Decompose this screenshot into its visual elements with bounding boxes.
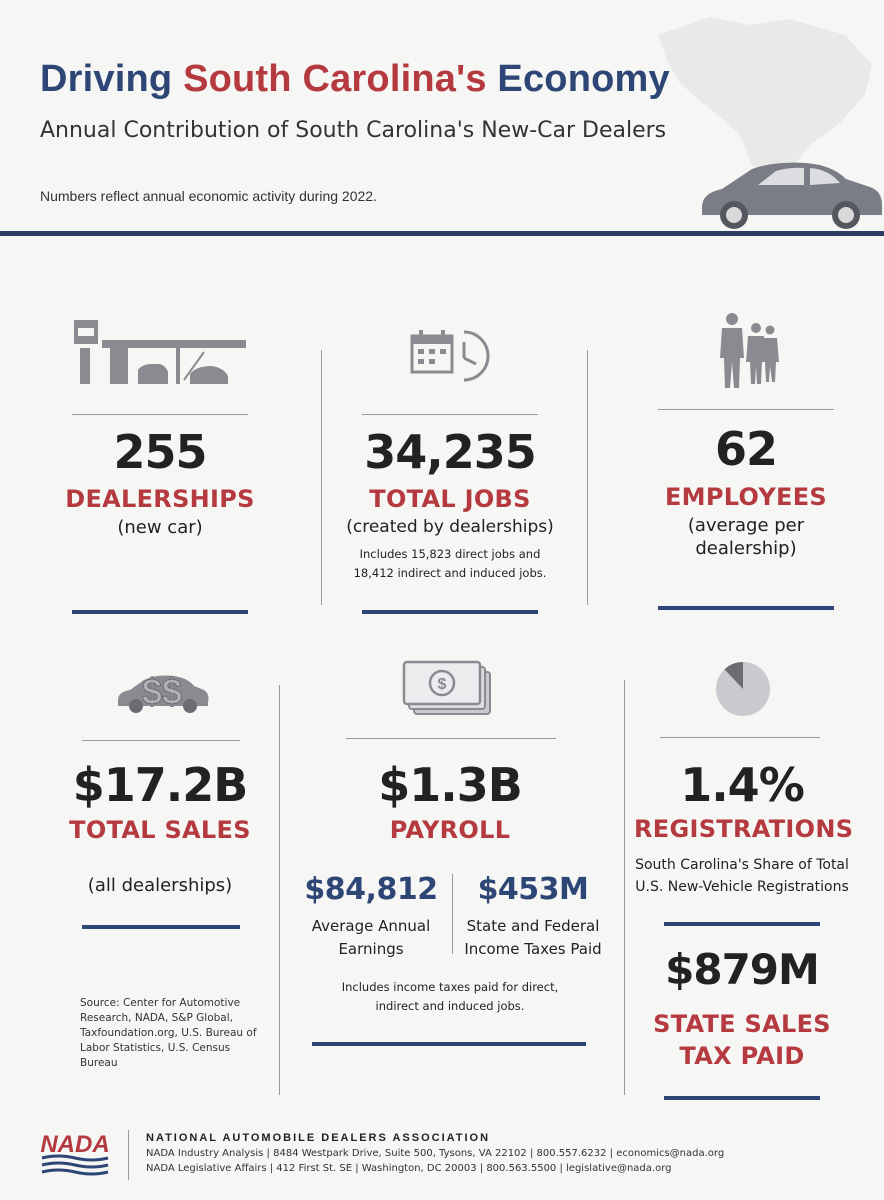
column-divider	[279, 685, 280, 1095]
rule	[658, 606, 834, 610]
column-divider	[587, 350, 588, 605]
divider	[362, 414, 538, 415]
people-icon	[718, 312, 780, 390]
column-divider	[624, 680, 625, 1095]
payroll-divider	[452, 874, 453, 954]
registrations-desc-2: U.S. New-Vehicle Registrations	[635, 879, 849, 895]
source-line: Source: Center for Automotive	[80, 997, 241, 1009]
note-text: Numbers reflect annual economic activity during 2022.	[40, 188, 377, 204]
employees-desc-2: dealership)	[695, 538, 797, 559]
svg-text:$$: $$	[141, 671, 183, 712]
dealerships-desc: (new car)	[117, 517, 203, 538]
page-subtitle: Annual Contribution of South Carolina's New-Car Dealers	[40, 118, 667, 143]
divider	[660, 737, 820, 738]
pie-icon	[714, 660, 772, 718]
source-line: Labor Statistics, U.S. Census Bureau	[80, 1042, 231, 1069]
jobs-value: 34,235	[364, 425, 536, 479]
registrations-desc-1: South Carolina's Share of Total	[635, 857, 849, 873]
car-dollar-icon	[114, 668, 210, 716]
sales-label: TOTAL SALES	[69, 816, 251, 844]
jobs-desc: (created by dealerships)	[346, 517, 554, 537]
jobs-detail-1: Includes 15,823 direct jobs and	[359, 547, 541, 561]
rule	[82, 925, 240, 929]
rule	[72, 610, 248, 614]
rule	[312, 1042, 586, 1046]
rule	[664, 922, 820, 926]
earnings-desc-2: Earnings	[338, 940, 404, 958]
jobs-detail-2: 18,412 indirect and induced jobs.	[353, 566, 547, 580]
payroll-value: $1.3B	[378, 758, 522, 812]
registrations-label: REGISTRATIONS	[634, 815, 854, 843]
rule	[362, 610, 538, 614]
divider	[346, 738, 556, 739]
footer-contact-2: NADA Legislative Affairs | 412 First St. SE | Washington, DC 20003 | 800.563.5500 | legislative@nada.org	[146, 1163, 672, 1174]
sales-desc: (all dealerships)	[87, 875, 233, 896]
source-note	[80, 996, 270, 1071]
footer-org: NATIONAL AUTOMOBILE DEALERS ASSOCIATION	[146, 1132, 491, 1144]
jobs-label: TOTAL JOBS	[369, 485, 531, 513]
column-divider	[321, 350, 322, 605]
source-line: Taxfoundation.org, U.S. Bureau of	[80, 1027, 257, 1039]
dealership-icon	[72, 318, 248, 388]
page-title: Driving South Carolina's Economy	[40, 58, 670, 100]
divider	[72, 414, 248, 415]
header-rule	[0, 231, 884, 236]
earnings-value: $84,812	[304, 872, 438, 907]
dealerships-value: 255	[113, 425, 207, 479]
dealerships-label: DEALERSHIPS	[65, 485, 255, 513]
employees-value: 62	[714, 422, 777, 476]
source-line: Research, NADA, S&P Global,	[80, 1012, 233, 1024]
payroll-note-2: indirect and induced jobs.	[375, 999, 525, 1013]
svg-text:$: $	[437, 676, 447, 693]
cash-icon	[402, 660, 494, 718]
registrations-value: 1.4%	[680, 758, 804, 812]
divider	[658, 409, 834, 410]
nada-logo-text: NADA	[40, 1131, 110, 1158]
car-icon	[694, 155, 884, 233]
payroll-label: PAYROLL	[389, 816, 511, 844]
rule	[664, 1096, 820, 1100]
taxes-desc-1: State and Federal	[466, 917, 600, 935]
calendar-clock-icon	[410, 326, 492, 382]
taxes-desc-2: Income Taxes Paid	[464, 940, 602, 958]
taxes-value: $453M	[477, 872, 589, 907]
earnings-desc-1: Average Annual	[311, 917, 431, 935]
divider	[82, 740, 240, 741]
payroll-note-1: Includes income taxes paid for direct,	[341, 980, 559, 994]
sales-tax-label-1: STATE SALES	[653, 1010, 831, 1038]
footer-divider	[128, 1130, 129, 1180]
nada-logo	[40, 1128, 110, 1178]
sales-tax-label-2: TAX PAID	[679, 1042, 805, 1070]
sales-value: $17.2B	[72, 758, 248, 812]
footer-contact-1: NADA Industry Analysis | 8484 Westpark Drive, Suite 500, Tysons, VA 22102 | 800.557.6232 | economics@nada.org	[146, 1148, 725, 1159]
sales-tax-value: $879M	[665, 945, 819, 994]
employees-desc-1: (average per	[687, 515, 805, 536]
employees-label: EMPLOYEES	[664, 483, 827, 511]
